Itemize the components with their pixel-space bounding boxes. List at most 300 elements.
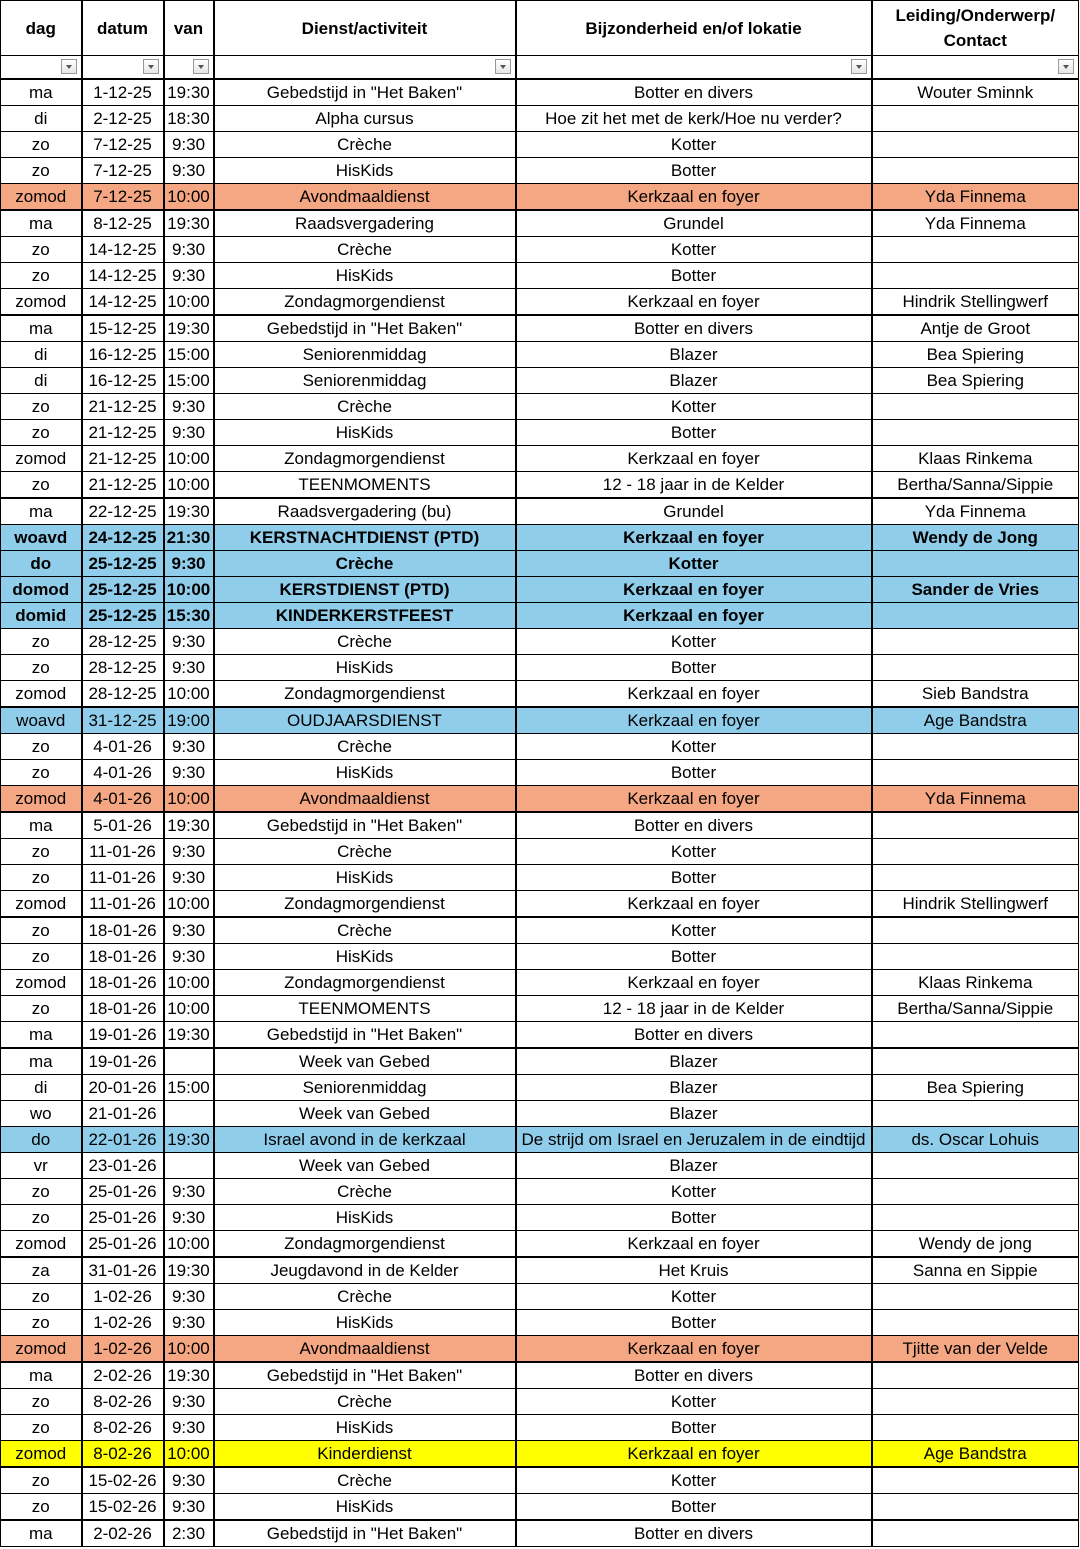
- cell-dag: di: [1, 106, 82, 132]
- cell-dienst: Avondmaaldienst: [214, 1336, 516, 1363]
- cell-bijzonderheid: Blazer: [516, 342, 872, 368]
- cell-dienst: KERSTDIENST (PTD): [214, 577, 516, 603]
- cell-leiding: [872, 106, 1079, 132]
- cell-dienst: Seniorenmiddag: [214, 1075, 516, 1101]
- cell-bijzonderheid: 12 - 18 jaar in de Kelder: [516, 472, 872, 499]
- filter-dropdown-icon[interactable]: [61, 59, 77, 74]
- cell-dienst: HisKids: [214, 655, 516, 681]
- cell-van: 19:30: [164, 812, 214, 839]
- header-leiding-line1: Leiding/Onderwerp/: [895, 6, 1056, 25]
- cell-leiding: [872, 1415, 1079, 1441]
- table-row: [1, 734, 1079, 760]
- cell-datum: 1-02-26: [82, 1284, 164, 1310]
- table-row: [1, 944, 1079, 970]
- cell-dag: zomod: [1, 1231, 82, 1258]
- cell-dag: zo: [1, 1205, 82, 1231]
- cell-van: 9:30: [164, 629, 214, 655]
- filter-cell-van: [164, 56, 214, 80]
- header-bijzonderheid: Bijzonderheid en/of lokatie: [516, 1, 872, 56]
- cell-dienst: Alpha cursus: [214, 106, 516, 132]
- cell-van: 9:30: [164, 132, 214, 158]
- table-row: [1, 970, 1079, 996]
- table-row: [1, 1075, 1079, 1101]
- cell-datum: 19-01-26: [82, 1048, 164, 1075]
- cell-bijzonderheid: De strijd om Israel en Jeruzalem in de eindtijd: [516, 1127, 872, 1153]
- cell-leiding: Hindrik Stellingwerf: [872, 891, 1079, 918]
- cell-dienst: HisKids: [214, 263, 516, 289]
- cell-dag: zomod: [1, 184, 82, 211]
- table-row: [1, 1310, 1079, 1336]
- table-row: [1, 760, 1079, 786]
- cell-bijzonderheid: Botter: [516, 1310, 872, 1336]
- cell-dienst: Crèche: [214, 551, 516, 577]
- cell-bijzonderheid: Kerkzaal en foyer: [516, 184, 872, 211]
- cell-datum: 2-12-25: [82, 106, 164, 132]
- table-row: [1, 342, 1079, 368]
- cell-dag: do: [1, 1127, 82, 1153]
- header-leiding-line2: Contact: [943, 31, 1007, 50]
- cell-bijzonderheid: Botter: [516, 263, 872, 289]
- cell-bijzonderheid: Botter: [516, 760, 872, 786]
- table-row: [1, 891, 1079, 918]
- cell-dag: za: [1, 1257, 82, 1284]
- table-row: [1, 603, 1079, 629]
- table-row: [1, 210, 1079, 237]
- cell-van: 10:00: [164, 891, 214, 918]
- cell-dag: zomod: [1, 446, 82, 472]
- cell-dienst: Crèche: [214, 394, 516, 420]
- cell-leiding: Hindrik Stellingwerf: [872, 289, 1079, 316]
- cell-leiding: [872, 760, 1079, 786]
- cell-leiding: [872, 237, 1079, 263]
- cell-van: 9:30: [164, 1467, 214, 1494]
- filter-cell-leiding: [872, 56, 1079, 80]
- cell-dag: ma: [1, 498, 82, 525]
- cell-dag: zo: [1, 1467, 82, 1494]
- cell-dag: zo: [1, 394, 82, 420]
- cell-datum: 21-01-26: [82, 1101, 164, 1127]
- cell-dienst: Zondagmorgendienst: [214, 970, 516, 996]
- cell-dienst: Zondagmorgendienst: [214, 681, 516, 708]
- cell-leiding: Bea Spiering: [872, 342, 1079, 368]
- cell-datum: 22-01-26: [82, 1127, 164, 1153]
- cell-dag: ma: [1, 1362, 82, 1389]
- cell-van: 15:00: [164, 342, 214, 368]
- table-row: [1, 184, 1079, 211]
- cell-datum: 8-02-26: [82, 1389, 164, 1415]
- cell-dag: zomod: [1, 1441, 82, 1468]
- cell-van: 19:30: [164, 1362, 214, 1389]
- cell-datum: 8-02-26: [82, 1415, 164, 1441]
- cell-bijzonderheid: Kerkzaal en foyer: [516, 681, 872, 708]
- cell-bijzonderheid: Kotter: [516, 917, 872, 944]
- cell-bijzonderheid: Botter: [516, 1494, 872, 1521]
- cell-dag: domid: [1, 603, 82, 629]
- cell-dag: di: [1, 1075, 82, 1101]
- cell-dag: zo: [1, 158, 82, 184]
- header-datum: datum: [82, 1, 164, 56]
- filter-dropdown-icon[interactable]: [1058, 59, 1074, 74]
- cell-leiding: [872, 1179, 1079, 1205]
- cell-dag: zo: [1, 655, 82, 681]
- cell-leiding: [872, 1520, 1079, 1547]
- cell-datum: 28-12-25: [82, 681, 164, 708]
- cell-dag: ma: [1, 1022, 82, 1049]
- cell-dag: zo: [1, 996, 82, 1022]
- cell-dienst: KINDERKERSTFEEST: [214, 603, 516, 629]
- cell-leiding: Yda Finnema: [872, 498, 1079, 525]
- cell-bijzonderheid: Botter: [516, 420, 872, 446]
- filter-cell-dag: [1, 56, 82, 80]
- cell-dag: zo: [1, 132, 82, 158]
- cell-van: 9:30: [164, 263, 214, 289]
- cell-datum: 25-12-25: [82, 603, 164, 629]
- table-row: [1, 1127, 1079, 1153]
- cell-datum: 21-12-25: [82, 420, 164, 446]
- table-row: [1, 707, 1079, 734]
- cell-bijzonderheid: Botter en divers: [516, 315, 872, 342]
- cell-dag: zo: [1, 472, 82, 499]
- cell-bijzonderheid: Kotter: [516, 551, 872, 577]
- cell-dag: zo: [1, 760, 82, 786]
- cell-dag: ma: [1, 1048, 82, 1075]
- cell-datum: 31-12-25: [82, 707, 164, 734]
- cell-dag: ma: [1, 812, 82, 839]
- table-row: [1, 1336, 1079, 1363]
- cell-van: 10:00: [164, 577, 214, 603]
- cell-leiding: [872, 865, 1079, 891]
- cell-leiding: [872, 1362, 1079, 1389]
- cell-dienst: HisKids: [214, 1494, 516, 1521]
- cell-bijzonderheid: Kotter: [516, 237, 872, 263]
- cell-datum: 28-12-25: [82, 655, 164, 681]
- cell-dag: zomod: [1, 970, 82, 996]
- cell-van: 19:30: [164, 315, 214, 342]
- cell-dag: ma: [1, 79, 82, 106]
- table-row: [1, 368, 1079, 394]
- cell-datum: 15-02-26: [82, 1467, 164, 1494]
- cell-leiding: Sander de Vries: [872, 577, 1079, 603]
- cell-dag: zomod: [1, 1336, 82, 1363]
- cell-dienst: HisKids: [214, 1205, 516, 1231]
- cell-bijzonderheid: Kerkzaal en foyer: [516, 603, 872, 629]
- cell-dienst: Gebedstijd in "Het Baken": [214, 79, 516, 106]
- cell-van: 15:00: [164, 368, 214, 394]
- filter-cell-bijzonderheid: [516, 56, 872, 80]
- cell-leiding: Bea Spiering: [872, 1075, 1079, 1101]
- cell-dag: zo: [1, 1389, 82, 1415]
- cell-van: 10:00: [164, 786, 214, 813]
- cell-dienst: Zondagmorgendienst: [214, 1231, 516, 1258]
- table-row: [1, 839, 1079, 865]
- cell-dienst: HisKids: [214, 1310, 516, 1336]
- cell-dienst: Gebedstijd in "Het Baken": [214, 1362, 516, 1389]
- cell-dag: ma: [1, 210, 82, 237]
- filter-dropdown-icon[interactable]: [495, 59, 511, 74]
- table-row: [1, 446, 1079, 472]
- cell-dag: zo: [1, 629, 82, 655]
- cell-bijzonderheid: Botter en divers: [516, 79, 872, 106]
- cell-bijzonderheid: Blazer: [516, 1048, 872, 1075]
- cell-van: 10:00: [164, 1231, 214, 1258]
- cell-dienst: HisKids: [214, 420, 516, 446]
- cell-van: 21:30: [164, 525, 214, 551]
- cell-datum: 14-12-25: [82, 263, 164, 289]
- cell-bijzonderheid: Kerkzaal en foyer: [516, 446, 872, 472]
- cell-dag: woavd: [1, 525, 82, 551]
- cell-leiding: [872, 1153, 1079, 1179]
- cell-van: 9:30: [164, 917, 214, 944]
- cell-bijzonderheid: Blazer: [516, 1101, 872, 1127]
- cell-leiding: [872, 629, 1079, 655]
- cell-datum: 20-01-26: [82, 1075, 164, 1101]
- cell-dienst: Zondagmorgendienst: [214, 446, 516, 472]
- cell-dag: zomod: [1, 891, 82, 918]
- cell-datum: 8-02-26: [82, 1441, 164, 1468]
- table-row: [1, 525, 1079, 551]
- cell-bijzonderheid: Kotter: [516, 1389, 872, 1415]
- cell-datum: 24-12-25: [82, 525, 164, 551]
- cell-bijzonderheid: Kerkzaal en foyer: [516, 891, 872, 918]
- cell-bijzonderheid: Blazer: [516, 1153, 872, 1179]
- cell-bijzonderheid: Botter en divers: [516, 1362, 872, 1389]
- cell-van: 9:30: [164, 839, 214, 865]
- header-row: [1, 1, 1079, 56]
- cell-dienst: Crèche: [214, 917, 516, 944]
- cell-bijzonderheid: Kotter: [516, 132, 872, 158]
- cell-leiding: Wendy de jong: [872, 1231, 1079, 1258]
- cell-datum: 7-12-25: [82, 184, 164, 211]
- cell-leiding: [872, 1284, 1079, 1310]
- cell-dienst: Crèche: [214, 734, 516, 760]
- cell-van: 19:30: [164, 210, 214, 237]
- cell-dag: zo: [1, 1179, 82, 1205]
- cell-dag: zo: [1, 1284, 82, 1310]
- cell-bijzonderheid: Botter en divers: [516, 1520, 872, 1547]
- cell-datum: 11-01-26: [82, 865, 164, 891]
- cell-dienst: Raadsvergadering: [214, 210, 516, 237]
- cell-bijzonderheid: Botter: [516, 1205, 872, 1231]
- table-row: [1, 681, 1079, 708]
- filter-cell-datum: [82, 56, 164, 80]
- cell-leiding: Sanna en Sippie: [872, 1257, 1079, 1284]
- table-row: [1, 1494, 1079, 1521]
- cell-van: 10:00: [164, 289, 214, 316]
- cell-van: 18:30: [164, 106, 214, 132]
- cell-datum: 11-01-26: [82, 891, 164, 918]
- table-row: [1, 472, 1079, 499]
- cell-dag: ma: [1, 315, 82, 342]
- table-row: [1, 917, 1079, 944]
- cell-van: 9:30: [164, 237, 214, 263]
- cell-datum: 25-01-26: [82, 1205, 164, 1231]
- cell-leiding: [872, 1467, 1079, 1494]
- cell-leiding: [872, 1048, 1079, 1075]
- cell-leiding: [872, 603, 1079, 629]
- table-row: [1, 420, 1079, 446]
- cell-dienst: Gebedstijd in "Het Baken": [214, 1022, 516, 1049]
- header-leiding: [872, 1, 1079, 56]
- cell-leiding: Wouter Sminnk: [872, 79, 1079, 106]
- cell-datum: 25-01-26: [82, 1179, 164, 1205]
- cell-van: 9:30: [164, 760, 214, 786]
- cell-datum: 31-01-26: [82, 1257, 164, 1284]
- table-row: [1, 263, 1079, 289]
- cell-leiding: [872, 394, 1079, 420]
- cell-bijzonderheid: Kerkzaal en foyer: [516, 1441, 872, 1468]
- cell-dienst: Seniorenmiddag: [214, 368, 516, 394]
- cell-datum: 4-01-26: [82, 786, 164, 813]
- cell-datum: 1-12-25: [82, 79, 164, 106]
- cell-dag: zo: [1, 865, 82, 891]
- cell-van: 9:30: [164, 394, 214, 420]
- table-row: [1, 1467, 1079, 1494]
- cell-dienst: Avondmaaldienst: [214, 786, 516, 813]
- cell-datum: 2-02-26: [82, 1362, 164, 1389]
- table-row: [1, 577, 1079, 603]
- cell-bijzonderheid: Botter: [516, 944, 872, 970]
- cell-dienst: Gebedstijd in "Het Baken": [214, 315, 516, 342]
- cell-van: 9:30: [164, 1179, 214, 1205]
- cell-leiding: Yda Finnema: [872, 786, 1079, 813]
- cell-bijzonderheid: Grundel: [516, 498, 872, 525]
- table-row: [1, 1520, 1079, 1547]
- cell-bijzonderheid: Het Kruis: [516, 1257, 872, 1284]
- cell-dag: wo: [1, 1101, 82, 1127]
- cell-dienst: Zondagmorgendienst: [214, 891, 516, 918]
- cell-datum: 21-12-25: [82, 394, 164, 420]
- cell-datum: 18-01-26: [82, 917, 164, 944]
- cell-dienst: HisKids: [214, 158, 516, 184]
- cell-van: 9:30: [164, 551, 214, 577]
- cell-datum: 25-12-25: [82, 551, 164, 577]
- table-row: [1, 132, 1079, 158]
- cell-dag: zo: [1, 944, 82, 970]
- cell-dag: domod: [1, 577, 82, 603]
- cell-dienst: Crèche: [214, 1284, 516, 1310]
- cell-bijzonderheid: Blazer: [516, 1075, 872, 1101]
- cell-dag: zo: [1, 237, 82, 263]
- table-row: [1, 1362, 1079, 1389]
- cell-bijzonderheid: Kotter: [516, 734, 872, 760]
- cell-leiding: Klaas Rinkema: [872, 970, 1079, 996]
- cell-leiding: [872, 1101, 1079, 1127]
- table-row: [1, 158, 1079, 184]
- table-row: [1, 1153, 1079, 1179]
- cell-van: 10:00: [164, 970, 214, 996]
- cell-leiding: [872, 1389, 1079, 1415]
- cell-bijzonderheid: Botter en divers: [516, 1022, 872, 1049]
- cell-leiding: [872, 1022, 1079, 1049]
- cell-dienst: Jeugdavond in de Kelder: [214, 1257, 516, 1284]
- cell-bijzonderheid: Botter en divers: [516, 812, 872, 839]
- cell-leiding: [872, 132, 1079, 158]
- cell-van: 9:30: [164, 865, 214, 891]
- cell-bijzonderheid: Kotter: [516, 1284, 872, 1310]
- table-row: [1, 394, 1079, 420]
- cell-van: 10:00: [164, 996, 214, 1022]
- filter-dropdown-icon[interactable]: [851, 59, 867, 74]
- header-dienst: Dienst/activiteit: [214, 1, 516, 56]
- cell-datum: 16-12-25: [82, 342, 164, 368]
- table-row: [1, 106, 1079, 132]
- table-row: [1, 1441, 1079, 1468]
- cell-leiding: [872, 839, 1079, 865]
- cell-leiding: Age Bandstra: [872, 707, 1079, 734]
- table-row: [1, 1048, 1079, 1075]
- cell-datum: 11-01-26: [82, 839, 164, 865]
- cell-datum: 8-12-25: [82, 210, 164, 237]
- cell-dienst: Crèche: [214, 839, 516, 865]
- table-row: [1, 79, 1079, 106]
- cell-leiding: Bea Spiering: [872, 368, 1079, 394]
- cell-datum: 18-01-26: [82, 944, 164, 970]
- cell-dag: di: [1, 342, 82, 368]
- table-row: [1, 237, 1079, 263]
- cell-datum: 18-01-26: [82, 970, 164, 996]
- cell-bijzonderheid: Grundel: [516, 210, 872, 237]
- cell-bijzonderheid: Kotter: [516, 394, 872, 420]
- cell-van: 9:30: [164, 1415, 214, 1441]
- cell-van: 10:00: [164, 1441, 214, 1468]
- cell-dag: zomod: [1, 681, 82, 708]
- cell-datum: 5-01-26: [82, 812, 164, 839]
- filter-row: [1, 56, 1079, 80]
- table-row: [1, 1231, 1079, 1258]
- cell-van: [164, 1101, 214, 1127]
- cell-van: 19:30: [164, 1022, 214, 1049]
- cell-leiding: Age Bandstra: [872, 1441, 1079, 1468]
- cell-datum: 25-12-25: [82, 577, 164, 603]
- cell-dienst: HisKids: [214, 1415, 516, 1441]
- cell-datum: 19-01-26: [82, 1022, 164, 1049]
- cell-van: 19:00: [164, 707, 214, 734]
- cell-van: 9:30: [164, 420, 214, 446]
- cell-datum: 2-02-26: [82, 1520, 164, 1547]
- cell-dienst: Gebedstijd in "Het Baken": [214, 812, 516, 839]
- table-row: [1, 1022, 1079, 1049]
- cell-van: 9:30: [164, 1284, 214, 1310]
- table-row: [1, 1415, 1079, 1441]
- cell-van: 15:30: [164, 603, 214, 629]
- cell-dienst: TEENMOMENTS: [214, 996, 516, 1022]
- cell-leiding: Bertha/Sanna/Sippie: [872, 472, 1079, 499]
- cell-datum: 22-12-25: [82, 498, 164, 525]
- cell-van: 9:30: [164, 158, 214, 184]
- cell-van: 10:00: [164, 184, 214, 211]
- cell-leiding: Sieb Bandstra: [872, 681, 1079, 708]
- cell-datum: 4-01-26: [82, 760, 164, 786]
- cell-datum: 25-01-26: [82, 1231, 164, 1258]
- filter-dropdown-icon[interactable]: [193, 59, 209, 74]
- cell-van: 10:00: [164, 1336, 214, 1363]
- cell-bijzonderheid: Kerkzaal en foyer: [516, 525, 872, 551]
- cell-dienst: Kinderdienst: [214, 1441, 516, 1468]
- filter-dropdown-icon[interactable]: [143, 59, 159, 74]
- cell-van: 9:30: [164, 655, 214, 681]
- table-row: [1, 996, 1079, 1022]
- cell-dag: zo: [1, 839, 82, 865]
- cell-datum: 16-12-25: [82, 368, 164, 394]
- cell-dag: zo: [1, 1310, 82, 1336]
- cell-bijzonderheid: Kerkzaal en foyer: [516, 970, 872, 996]
- cell-dienst: Crèche: [214, 132, 516, 158]
- cell-dienst: Gebedstijd in "Het Baken": [214, 1520, 516, 1547]
- cell-van: 9:30: [164, 734, 214, 760]
- cell-bijzonderheid: Botter: [516, 865, 872, 891]
- table-row: [1, 1257, 1079, 1284]
- table-row: [1, 786, 1079, 813]
